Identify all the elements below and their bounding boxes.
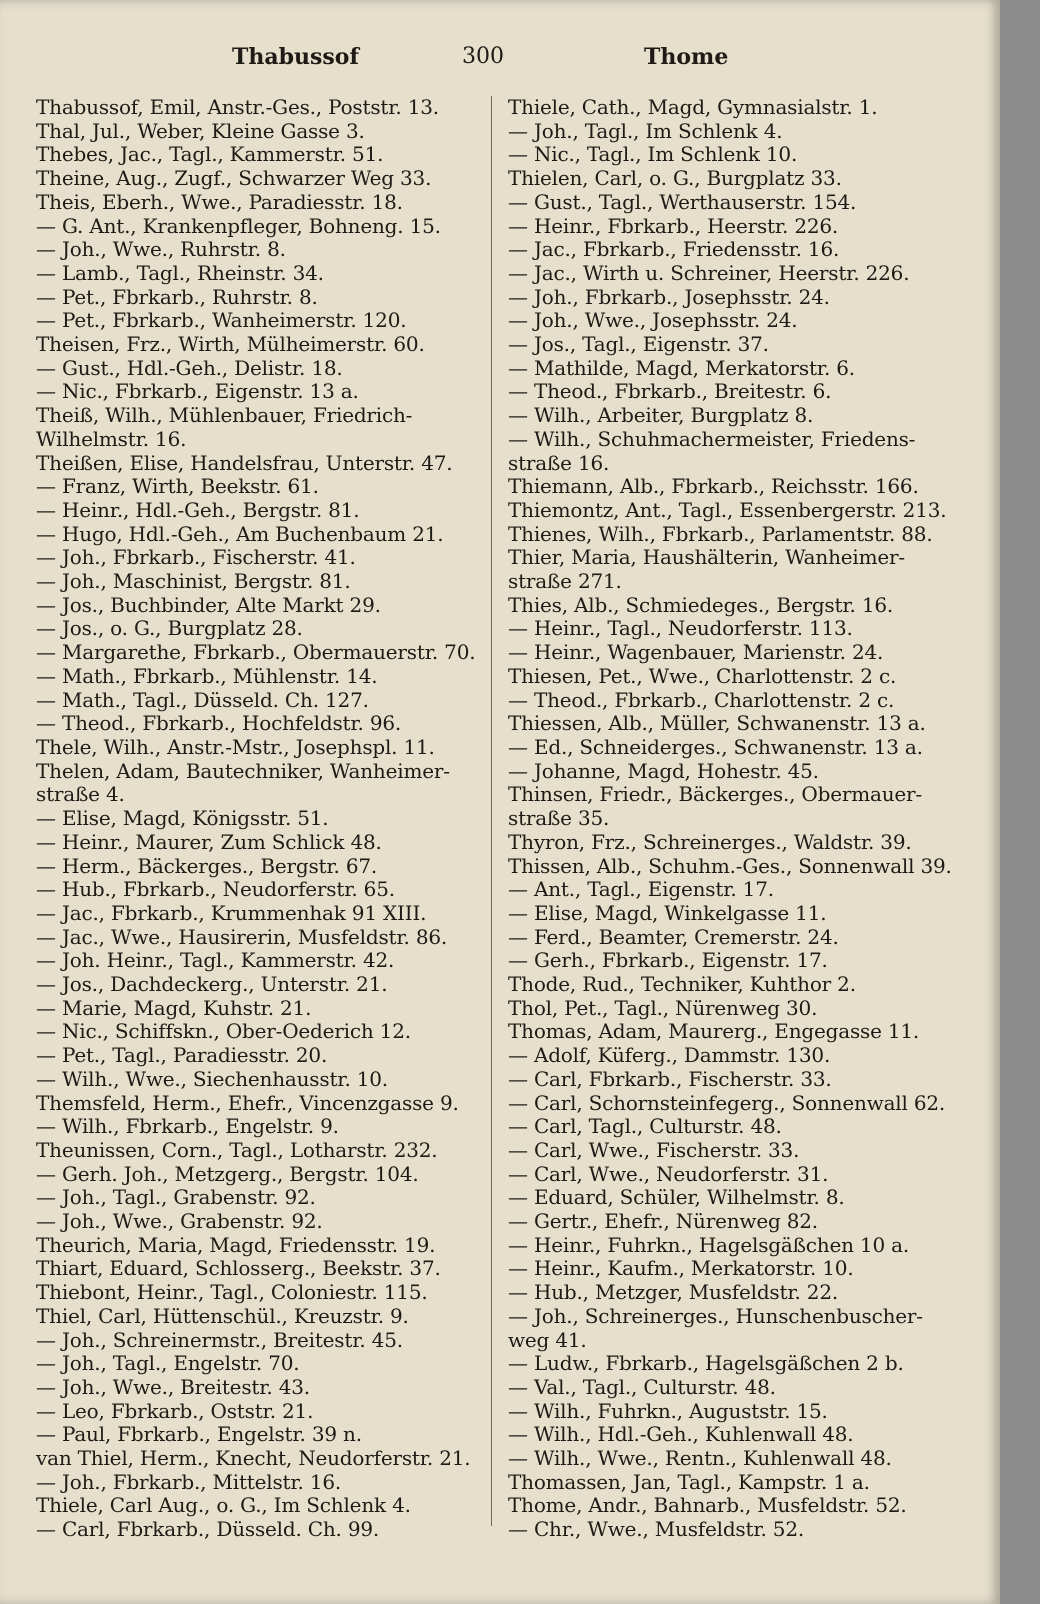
directory-entry: — Pet., Tagl., Paradiesstr. 20.	[36, 1043, 328, 1068]
directory-entry: — Val., Tagl., Culturstr. 48.	[508, 1374, 776, 1399]
directory-entry: — Marie, Magd, Kuhstr. 21.	[36, 995, 312, 1020]
directory-entry: Wilhelmstr. 16.	[36, 426, 187, 451]
directory-entry: — Leo, Fbrkarb., Oststr. 21.	[36, 1398, 314, 1423]
directory-entry: — Wilh., Fuhrkn., Auguststr. 15.	[508, 1398, 828, 1423]
directory-entry: — Gust., Tagl., Werthauserstr. 154.	[508, 189, 857, 214]
directory-entry: — Heinr., Maurer, Zum Schlick 48.	[36, 829, 382, 854]
directory-entry: Thissen, Alb., Schuhm.-Ges., Sonnenwall 39.	[508, 853, 952, 878]
directory-entry: — Joh., Wwe., Grabenstr. 92.	[36, 1209, 323, 1234]
directory-entry: — Chr., Wwe., Musfeldstr. 52.	[508, 1517, 805, 1542]
directory-entry: Thiele, Cath., Magd, Gymnasialstr. 1.	[508, 95, 878, 119]
directory-entry: Thode, Rud., Techniker, Kuhthor 2.	[508, 972, 856, 997]
directory-entry: — Jos., Tagl., Eigenstr. 37.	[508, 332, 769, 357]
directory-entry: — Ant., Tagl., Eigenstr. 17.	[508, 877, 774, 902]
directory-entry: — Wilh., Hdl.-Geh., Kuhlenwall 48.	[508, 1422, 854, 1447]
directory-entry: — Joh., Wwe., Ruhrstr. 8.	[36, 237, 286, 262]
directory-entry: — Joh., Tagl., Engelstr. 70.	[36, 1351, 300, 1376]
directory-entry: — Margarethe, Fbrkarb., Obermauerstr. 70.	[36, 640, 476, 665]
directory-entry: — Heinr., Fuhrkn., Hagelsgäßchen 10 a.	[508, 1232, 910, 1257]
directory-entry: — Carl, Fbrkarb., Fischerstr. 33.	[508, 1066, 832, 1091]
directory-entry: Thiemontz, Ant., Tagl., Essenbergerstr. 213.	[508, 497, 947, 522]
directory-entry: Theurich, Maria, Magd, Friedensstr. 19.	[36, 1232, 436, 1257]
directory-entry: — Franz, Wirth, Beekstr. 61.	[36, 474, 319, 499]
directory-entry: — Herm., Bäckerges., Bergstr. 67.	[36, 853, 378, 878]
directory-entry: — Heinr., Tagl., Neudorferstr. 113.	[508, 616, 853, 641]
directory-entry: — Heinr., Wagenbauer, Marienstr. 24.	[508, 640, 884, 665]
directory-entry: — Theod., Fbrkarb., Charlottenstr. 2 c.	[508, 687, 895, 712]
directory-entry: — Lamb., Tagl., Rheinstr. 34.	[36, 260, 324, 285]
right-column	[508, 96, 958, 1542]
directory-entry: Thelen, Adam, Bautechniker, Wanheimer-	[36, 758, 450, 783]
directory-entry: Thielen, Carl, o. G., Burgplatz 33.	[508, 166, 842, 191]
directory-entry: — Joh., Schreinerges., Hunschenbuscher-	[508, 1303, 923, 1328]
directory-entry: — Hub., Fbrkarb., Neudorferstr. 65.	[36, 877, 395, 902]
directory-entry: — Joh., Fbrkarb., Fischerstr. 41.	[36, 545, 356, 570]
directory-entry: — Joh. Heinr., Tagl., Kammerstr. 42.	[36, 948, 395, 973]
directory-entry: — Ludw., Fbrkarb., Hagelsgäßchen 2 b.	[508, 1351, 904, 1376]
directory-entry: Theiß, Wilh., Mühlenbauer, Friedrich-	[36, 403, 413, 428]
directory-entry: — Heinr., Hdl.-Geh., Bergstr. 81.	[36, 497, 360, 522]
directory-entry: — Carl, Schornsteinfegerg., Sonnenwall 62.	[508, 1090, 946, 1115]
directory-entry: Thiesen, Pet., Wwe., Charlottenstr. 2 c.	[508, 663, 897, 688]
header-right-catchword: Thome	[644, 44, 729, 70]
directory-entry: Thiel, Carl, Hüttenschül., Kreuzstr. 9.	[36, 1303, 409, 1328]
page-number: 300	[462, 44, 504, 69]
directory-entry: — Mathilde, Magd, Merkatorstr. 6.	[508, 355, 855, 380]
directory-entry: Thome, Andr., Bahnarb., Musfeldstr. 52.	[508, 1493, 907, 1518]
directory-entry: Thiele, Carl Aug., o. G., Im Schlenk 4.	[36, 1493, 411, 1518]
directory-entry: — Carl, Wwe., Neudorferstr. 31.	[508, 1161, 829, 1186]
directory-entry: — Elise, Magd, Winkelgasse 11.	[508, 900, 827, 925]
directory-entry: Thabussof, Emil, Anstr.-Ges., Poststr. 13.	[36, 95, 439, 119]
directory-entry: Thele, Wilh., Anstr.-Mstr., Josephspl. 11.	[36, 734, 435, 759]
directory-entry: — Jos., o. G., Burgplatz 28.	[36, 616, 303, 641]
directory-entry: Thiart, Eduard, Schlosserg., Beekstr. 37.	[36, 1256, 441, 1281]
directory-entry: Thyron, Frz., Schreinerges., Waldstr. 39.	[508, 829, 912, 854]
directory-entry: Theunissen, Corn., Tagl., Lotharstr. 232.	[36, 1137, 438, 1162]
directory-entry: — Joh., Fbrkarb., Mittelstr. 16.	[36, 1469, 342, 1494]
directory-entry: — G. Ant., Krankenpfleger, Bohneng. 15.	[36, 213, 441, 238]
directory-entry: — Wilh., Arbeiter, Burgplatz 8.	[508, 403, 814, 428]
directory-entry: — Heinr., Fbrkarb., Heerstr. 226.	[508, 213, 839, 238]
directory-entry: — Carl, Tagl., Culturstr. 48.	[508, 1114, 782, 1139]
directory-entry: — Heinr., Kaufm., Merkatorstr. 10.	[508, 1256, 854, 1281]
directory-entry: Thinsen, Friedr., Bäckerges., Obermauer-	[508, 782, 922, 807]
directory-entry: Thies, Alb., Schmiedeges., Bergstr. 16.	[508, 592, 894, 617]
directory-entry: — Wilh., Wwe., Rentn., Kuhlenwall 48.	[508, 1446, 892, 1471]
directory-entry: — Jac., Fbrkarb., Krummenhak 91 XIII.	[36, 900, 427, 925]
directory-entry: — Elise, Magd, Königsstr. 51.	[36, 806, 329, 831]
directory-entry: Theis, Eberh., Wwe., Paradiesstr. 18.	[36, 189, 403, 214]
column-divider	[491, 96, 492, 1526]
directory-entry: — Gertr., Ehefr., Nürenweg 82.	[508, 1209, 818, 1234]
directory-entry: — Gust., Hdl.-Geh., Delistr. 18.	[36, 355, 343, 380]
directory-entry: Theine, Aug., Zugf., Schwarzer Weg 33.	[36, 166, 432, 191]
directory-entry: Thomassen, Jan, Tagl., Kampstr. 1 a.	[508, 1469, 870, 1494]
directory-entry: — Ed., Schneiderges., Schwanenstr. 13 a.	[508, 734, 923, 759]
directory-entry: — Adolf, Küferg., Dammstr. 130.	[508, 1043, 831, 1068]
directory-entry: — Joh., Tagl., Im Schlenk 4.	[508, 118, 783, 143]
directory-entry: — Gerh., Fbrkarb., Eigenstr. 17.	[508, 948, 828, 973]
directory-entry: Thebes, Jac., Tagl., Kammerstr. 51.	[36, 142, 384, 167]
directory-entry: straße 271.	[508, 569, 622, 594]
directory-entry: — Ferd., Beamter, Cremerstr. 24.	[508, 924, 839, 949]
directory-entry: — Hub., Metzger, Musfeldstr. 22.	[508, 1280, 839, 1305]
directory-entry: — Joh., Fbrkarb., Josephsstr. 24.	[508, 284, 830, 309]
directory-entry: — Paul, Fbrkarb., Engelstr. 39 n.	[36, 1422, 362, 1447]
directory-entry: — Theod., Fbrkarb., Breitestr. 6.	[508, 379, 832, 404]
directory-entry: — Nic., Fbrkarb., Eigenstr. 13 a.	[36, 379, 359, 404]
directory-entry: Thol, Pet., Tagl., Nürenweg 30.	[508, 995, 818, 1020]
directory-entry: — Jac., Wirth u. Schreiner, Heerstr. 226.	[508, 260, 910, 285]
directory-entry: — Nic., Schiffskn., Ober-Oederich 12.	[36, 1019, 411, 1044]
directory-entry: — Jos., Dachdeckerg., Unterstr. 21.	[36, 972, 388, 997]
directory-entry: van Thiel, Herm., Knecht, Neudorferstr. 21.	[36, 1446, 471, 1471]
running-header	[0, 44, 1000, 80]
directory-entry: — Jac., Fbrkarb., Friedensstr. 16.	[508, 237, 840, 262]
directory-entry: Thienes, Wilh., Fbrkarb., Parlamentstr. 88.	[508, 521, 933, 546]
directory-entry: Thier, Maria, Haushälterin, Wanheimer-	[508, 545, 905, 570]
directory-entry: — Joh., Wwe., Breitestr. 43.	[36, 1374, 310, 1399]
scan-margin	[1000, 0, 1040, 1604]
left-column	[36, 96, 476, 1542]
directory-entry: — Carl, Wwe., Fischerstr. 33.	[508, 1137, 800, 1162]
directory-entry: — Eduard, Schüler, Wilhelmstr. 8.	[508, 1185, 845, 1210]
directory-entry: Themsfeld, Herm., Ehefr., Vincenzgasse 9.	[36, 1090, 459, 1115]
header-left-catchword: Thabussof	[232, 44, 359, 70]
directory-entry: Thiemann, Alb., Fbrkarb., Reichsstr. 166.	[508, 474, 919, 499]
directory-entry: — Pet., Fbrkarb., Wanheimerstr. 120.	[36, 308, 407, 333]
directory-entry: Thiessen, Alb., Müller, Schwanenstr. 13 a.	[508, 711, 926, 736]
directory-entry: — Johanne, Magd, Hohestr. 45.	[508, 758, 819, 783]
directory-entry: — Hugo, Hdl.-Geh., Am Buchenbaum 21.	[36, 521, 444, 546]
directory-entry: — Wilh., Schuhmachermeister, Friedens-	[508, 426, 916, 451]
directory-entry: Theisen, Frz., Wirth, Mülheimerstr. 60.	[36, 332, 425, 357]
directory-entry: — Joh., Maschinist, Bergstr. 81.	[36, 569, 351, 594]
directory-entry: — Joh., Schreinermstr., Breitestr. 45.	[36, 1327, 403, 1352]
directory-entry: — Joh., Tagl., Grabenstr. 92.	[36, 1185, 316, 1210]
directory-entry: Theißen, Elise, Handelsfrau, Unterstr. 47.	[36, 450, 453, 475]
directory-entry: — Math., Tagl., Düsseld. Ch. 127.	[36, 687, 369, 712]
directory-entry: — Wilh., Wwe., Siechenhausstr. 10.	[36, 1066, 388, 1091]
directory-entry: Thomas, Adam, Maurerg., Engegasse 11.	[508, 1019, 920, 1044]
directory-entry: — Carl, Fbrkarb., Düsseld. Ch. 99.	[36, 1517, 380, 1542]
directory-entry: — Nic., Tagl., Im Schlenk 10.	[508, 142, 798, 167]
directory-entry: straße 4.	[36, 782, 125, 807]
directory-entry: — Jac., Wwe., Hausirerin, Musfeldstr. 86.	[36, 924, 448, 949]
directory-entry: — Theod., Fbrkarb., Hochfeldstr. 96.	[36, 711, 402, 736]
directory-entry: — Math., Fbrkarb., Mühlenstr. 14.	[36, 663, 378, 688]
directory-entry: — Pet., Fbrkarb., Ruhrstr. 8.	[36, 284, 318, 309]
directory-entry: — Wilh., Fbrkarb., Engelstr. 9.	[36, 1114, 339, 1139]
directory-entry: — Jos., Buchbinder, Alte Markt 29.	[36, 592, 381, 617]
directory-entry: — Joh., Wwe., Josephsstr. 24.	[508, 308, 798, 333]
directory-entry: straße 16.	[508, 450, 610, 475]
directory-entry: Thiebont, Heinr., Tagl., Coloniestr. 115.	[36, 1280, 428, 1305]
directory-entry: — Gerh. Joh., Metzgerg., Bergstr. 104.	[36, 1161, 419, 1186]
directory-entry: Thal, Jul., Weber, Kleine Gasse 3.	[36, 118, 365, 143]
directory-entry: weg 41.	[508, 1327, 587, 1352]
directory-entry: straße 35.	[508, 806, 610, 831]
